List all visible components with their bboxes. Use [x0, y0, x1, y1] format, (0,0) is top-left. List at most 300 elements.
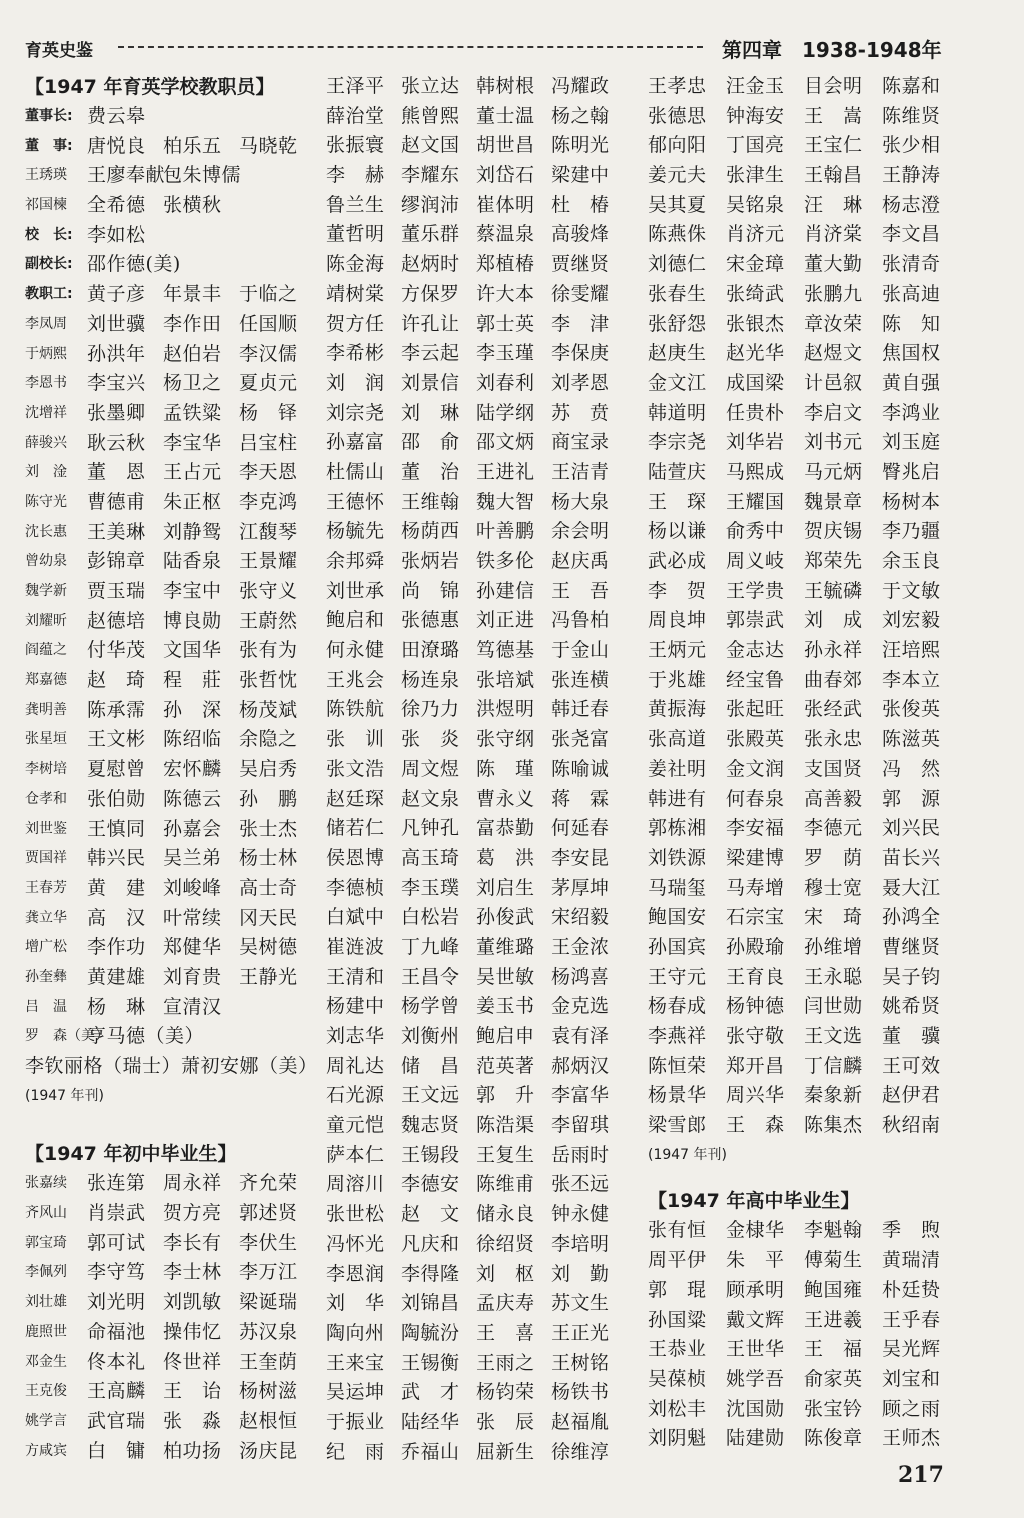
list-row [326, 547, 626, 577]
name-cell: 陈铁航 [326, 698, 385, 721]
name-cell: 李富华 [551, 1084, 610, 1107]
name-cell: 陈俊章 [804, 1427, 863, 1450]
name-cell: 金文江 [648, 371, 707, 394]
junior-list [25, 1169, 315, 1466]
name-cell: 张俊英 [882, 698, 941, 721]
name-cell: 佟世祥 [163, 1350, 222, 1373]
name-cell: 苏汉泉 [239, 1320, 298, 1343]
name-cell: 张绮武 [726, 282, 785, 305]
name-cell: 刘宗尧 [326, 401, 385, 424]
name-cell: 吴启秀 [239, 758, 298, 781]
list-row [648, 1276, 998, 1306]
name-cell: 孙国粱 [648, 1308, 707, 1331]
name-cell: 肖崇武 [87, 1202, 146, 1225]
name-cell: 罗 荫 [804, 846, 863, 869]
name-cell: 侯恩博 [326, 846, 385, 869]
list-row [25, 725, 315, 755]
name-cell: 高 汉 [87, 906, 146, 929]
name-cell: 王恭业 [648, 1338, 707, 1361]
name-cell: 王锡段 [401, 1143, 460, 1166]
name-cell: 高骏烽 [551, 223, 610, 246]
name-cell: 臀兆启 [882, 460, 941, 483]
name-cell: 铁多伦 [476, 550, 535, 572]
name-cell: 王春芳 [25, 879, 67, 896]
name-cell: 董 治 [401, 460, 460, 483]
name-cell: 柏功扬 [163, 1439, 222, 1462]
name-cell: 冯耀政 [551, 75, 610, 97]
list-row [648, 874, 998, 904]
column-right [648, 72, 998, 1454]
name-cell: 宋金璋 [726, 253, 785, 276]
name-cell: 马晓乾 [239, 134, 298, 157]
list-row [648, 1111, 998, 1141]
name-cell: 金文润 [726, 757, 785, 780]
name-cell: 邓金生 [25, 1353, 67, 1370]
name-cell: 孙俊武 [476, 906, 535, 929]
name-cell: 周义岐 [726, 550, 785, 572]
name-cell: 孟庆寿 [476, 1292, 535, 1315]
name-cell: 董士温 [476, 104, 535, 127]
name-cell: 孙国宾 [648, 935, 707, 958]
name-cell: 王金浓 [551, 935, 610, 958]
list-row [25, 1318, 315, 1348]
name-cell: 李守笃 [87, 1261, 146, 1284]
name-cell: 王进礼 [476, 460, 535, 483]
list-row [25, 221, 315, 251]
list-row [648, 280, 998, 310]
name-cell: 凡庆和 [401, 1232, 460, 1255]
list-row [648, 131, 998, 161]
name-cell: 秋绍南 [882, 1114, 941, 1137]
name-cell: 郝炳汉 [551, 1054, 610, 1077]
name-cell: 李鸿业 [882, 401, 941, 424]
name-cell: 曹永义 [476, 787, 535, 810]
name-cell: 白松岩 [401, 906, 460, 929]
name-cell: 唐悦良 [87, 134, 146, 157]
name-cell: 吴葆桢 [648, 1367, 707, 1390]
name-cell: 陈承霈 [87, 698, 146, 721]
name-cell: 刘宏毅 [882, 609, 941, 632]
name-cell: 孙鸿全 [882, 906, 941, 929]
name-cell: 刘春利 [476, 371, 535, 394]
name-cell: 章汝荣 [804, 312, 863, 335]
list-row [25, 161, 315, 191]
name-cell: 萨本仁 [326, 1143, 385, 1166]
name-cell: 岳雨时 [551, 1143, 610, 1166]
name-cell: 副校长: [25, 256, 73, 273]
name-cell: 张丕远 [551, 1173, 610, 1196]
list-row [326, 310, 626, 340]
name-cell: 余会明 [551, 520, 610, 543]
name-cell: 李玉瑾 [476, 342, 535, 365]
name-cell: 杨春成 [648, 995, 707, 1018]
name-cell: 孙嘉富 [326, 431, 385, 454]
name-cell: 刘壮雄 [25, 1294, 67, 1311]
name-cell: 王占元 [163, 461, 222, 484]
name-cell: 李乃疆 [882, 520, 941, 543]
name-cell: 刘耀昕 [25, 612, 67, 629]
name-cell: 仓孝和 [25, 790, 67, 807]
list-row [326, 1319, 626, 1349]
name-cell: 肖济元 [726, 223, 785, 246]
name-cell: 教职工: [25, 286, 73, 303]
name-cell: 王永聪 [804, 965, 863, 988]
name-cell: 吴树德 [239, 936, 298, 959]
name-cell: 张培斌 [476, 668, 535, 691]
list-row [326, 1081, 626, 1111]
name-cell: 李魁翰 [804, 1219, 863, 1242]
name-cell: 支国贤 [804, 757, 863, 780]
list-row [326, 1408, 626, 1438]
name-cell: 李宝中 [163, 580, 222, 602]
name-cell: 杨连泉 [401, 668, 460, 691]
name-cell: 周永祥 [163, 1172, 222, 1195]
name-cell: 武官瑞 [87, 1409, 146, 1432]
name-cell: 王雨之 [476, 1351, 535, 1374]
senior-title: 【1947 年高中毕业生】 [648, 1190, 860, 1213]
list-row [326, 220, 626, 250]
list-row [25, 874, 315, 904]
name-cell: 于临之 [239, 283, 298, 306]
name-cell: 郭崇武 [726, 609, 785, 632]
name-cell: 高玉琦 [401, 846, 460, 869]
name-cell: 李万江 [239, 1261, 298, 1284]
running-header-right: 第四章 1938-1948年 [722, 38, 942, 62]
name-cell: 郭士英 [476, 312, 535, 335]
name-cell: 杨士林 [239, 847, 298, 870]
name-cell: 王文远 [401, 1084, 460, 1107]
name-cell: 李汉儒 [239, 342, 298, 365]
name-cell: 韩道明 [648, 401, 707, 424]
list-row [25, 429, 315, 459]
name-cell: 刘启生 [476, 876, 535, 899]
name-cell: 梁建中 [551, 164, 610, 187]
name-cell: 储 昌 [401, 1054, 460, 1077]
name-cell: 董大勤 [804, 253, 863, 276]
name-cell: 赵伯岩 [163, 342, 222, 365]
name-cell: 鲍国安 [648, 906, 707, 929]
name-cell: 曲春郊 [804, 668, 863, 691]
name-cell: 贾玉瑞 [87, 580, 146, 602]
name-cell: 李 津 [551, 312, 610, 335]
list-row [326, 161, 626, 191]
list-row [648, 517, 998, 547]
name-cell: 增广松 [25, 939, 67, 956]
list-row [326, 1200, 626, 1230]
name-cell: 于文敏 [882, 579, 941, 602]
list-row [648, 577, 998, 607]
running-header-left: 育英史鉴 [25, 41, 93, 61]
name-cell: 李德元 [804, 817, 863, 840]
name-cell: 董维璐 [476, 935, 535, 958]
name-cell: 夏贞元 [239, 372, 298, 395]
name-cell: 张德惠 [401, 609, 460, 632]
name-cell: 徐维淳 [551, 1440, 610, 1463]
list-row [326, 1230, 626, 1260]
name-cell: 徐雯耀 [551, 282, 610, 305]
name-cell: 王静涛 [882, 164, 941, 187]
name-cell: 柏乐五 [163, 134, 222, 157]
name-cell: 李钦丽格（瑞士）萧初安娜（美） [25, 1055, 318, 1077]
list-row [326, 814, 626, 844]
name-cell: 王清和 [326, 965, 385, 988]
name-cell: 杨钟德 [726, 995, 785, 1018]
list-row [326, 785, 626, 815]
name-cell: 赵 文 [401, 1203, 460, 1226]
name-cell: 刘光明 [87, 1291, 146, 1314]
name-cell: 罗 森（美） [25, 1028, 109, 1045]
name-cell: 付华茂 [87, 639, 146, 662]
name-cell: 许孔让 [401, 312, 460, 335]
name-cell: 陈守光 [25, 493, 67, 510]
name-cell: 李如松 [87, 223, 146, 246]
name-cell: 靖树棠 [326, 282, 385, 305]
name-cell: 张经武 [804, 698, 863, 721]
list-row [326, 369, 626, 399]
list-row [648, 992, 998, 1022]
name-cell: 王琇瑛 [25, 167, 67, 184]
name-cell: 刘松丰 [648, 1397, 707, 1420]
name-cell: 李德桢 [326, 876, 385, 899]
name-cell: 储若仁 [326, 817, 385, 840]
middle-list [326, 72, 626, 1467]
name-cell: 吕宝柱 [239, 431, 298, 454]
name-cell: 何春泉 [726, 787, 785, 810]
list-row [648, 72, 998, 102]
name-cell: 魏志贤 [401, 1114, 460, 1137]
name-cell: 王 诒 [163, 1380, 222, 1403]
name-cell: 文国华 [163, 639, 222, 662]
name-cell: 屈新生 [476, 1440, 535, 1463]
list-row [25, 280, 315, 310]
name-cell: 李安福 [726, 817, 785, 840]
name-cell: 张银杰 [726, 312, 785, 335]
list-row [326, 131, 626, 161]
name-cell: 姜元夫 [648, 164, 707, 187]
list-row [326, 1438, 626, 1468]
name-cell: 沈国勋 [726, 1397, 785, 1420]
list-row [648, 695, 998, 725]
list-row [648, 220, 998, 250]
list-row [25, 369, 315, 399]
name-cell: 刘铁源 [648, 846, 707, 869]
name-cell: 邵 俞 [401, 431, 460, 454]
name-cell: 张起旺 [726, 698, 785, 721]
name-cell: 陈维贤 [882, 104, 941, 127]
name-cell: 贺庆锡 [804, 520, 863, 543]
name-cell: 刘 勤 [551, 1262, 610, 1285]
name-cell: 李希彬 [326, 342, 385, 365]
name-cell: 于兆雄 [648, 668, 707, 691]
name-cell: 笃德基 [476, 639, 535, 662]
list-row [25, 132, 315, 162]
list-row [648, 161, 998, 191]
name-cell: 王高麟 [87, 1380, 146, 1403]
list-row [25, 993, 315, 1023]
name-cell: 乔福山 [401, 1440, 460, 1463]
name-cell: 齐风山 [25, 1205, 67, 1222]
name-cell: 李本立 [882, 668, 941, 691]
name-cell: 陆经华 [401, 1410, 460, 1433]
name-cell: 赵煜文 [804, 342, 863, 365]
name-cell: 邵文炳 [476, 431, 535, 454]
list-row [25, 755, 315, 785]
name-cell: 郑健华 [163, 936, 222, 959]
name-cell: 陈恒荣 [648, 1054, 707, 1077]
name-cell: 赵德培 [87, 609, 146, 632]
list-row [648, 1424, 998, 1454]
name-cell: 陈德云 [163, 787, 222, 810]
name-cell: 陆建勋 [726, 1427, 785, 1450]
list-row [25, 1052, 318, 1082]
name-cell: 郭 升 [476, 1084, 535, 1107]
name-cell: 王景耀 [239, 550, 298, 573]
name-cell: 刘玉庭 [882, 431, 941, 454]
name-cell: 李作功 [87, 936, 146, 959]
name-cell: 博良勋 [163, 609, 222, 632]
name-cell: 赵庚生 [648, 342, 707, 365]
name-cell: 王毓磷 [804, 579, 863, 602]
name-cell: 肖济棠 [804, 223, 863, 246]
list-row [25, 399, 315, 429]
list-row [648, 606, 998, 636]
list-row [25, 785, 315, 815]
name-cell: 马瑞玺 [648, 876, 707, 899]
list-row [648, 814, 998, 844]
name-cell: 王 吾 [551, 579, 610, 602]
name-cell: 张清奇 [882, 253, 941, 276]
name-cell: 姚学吾 [726, 1367, 785, 1390]
name-cell: 张有恒 [648, 1219, 707, 1242]
list-row [648, 933, 998, 963]
name-cell: 韩树根 [476, 75, 535, 97]
list-row [648, 1306, 998, 1336]
name-cell: 钟永健 [551, 1203, 610, 1226]
list-row [326, 636, 626, 666]
name-cell: 杨 铎 [239, 401, 298, 424]
name-cell: 龚明善 [25, 701, 67, 718]
name-cell: 江馥琴 [239, 520, 298, 543]
name-cell: 孟铁粱 [163, 401, 222, 424]
list-row [25, 1199, 315, 1229]
name-cell: 杨毓先 [326, 520, 385, 543]
name-cell: 王 嵩 [804, 104, 863, 127]
name-cell: 王静光 [239, 965, 298, 988]
name-cell: 赵廷琛 [326, 787, 385, 810]
name-cell: 王学贵 [726, 579, 785, 602]
name-cell: 魏大智 [476, 490, 535, 513]
name-cell: 茅厚坤 [551, 876, 610, 899]
name-cell: 何永健 [326, 639, 385, 662]
name-cell: 张世松 [326, 1203, 385, 1226]
name-cell: 黄自强 [882, 371, 941, 394]
name-cell: 张星垣 [25, 731, 67, 748]
name-cell: 葛 洪 [476, 846, 535, 869]
name-cell: 董乐群 [401, 223, 460, 246]
list-row [326, 1289, 626, 1319]
name-cell: 余玉良 [882, 550, 941, 572]
list-row [326, 695, 626, 725]
list-row [326, 725, 626, 755]
list-row [326, 488, 626, 518]
name-cell: 佟本礼 [87, 1350, 146, 1373]
list-row [25, 1229, 315, 1259]
name-cell: 汤庆昆 [239, 1439, 298, 1462]
name-cell: 杨钧荣 [476, 1381, 535, 1404]
list-row [326, 428, 626, 458]
name-cell: 蒋 霖 [551, 787, 610, 810]
name-cell: 丁国亮 [726, 134, 785, 157]
name-cell: 杨景华 [648, 1084, 707, 1107]
name-cell: 金棣华 [726, 1219, 785, 1242]
name-cell: 命福池 [87, 1320, 146, 1343]
list-row [25, 844, 315, 874]
name-cell: 李留琪 [551, 1114, 610, 1137]
name-cell: 周兴华 [726, 1084, 785, 1107]
name-cell: 周文煜 [401, 757, 460, 780]
name-cell: 董事长: [25, 108, 73, 124]
name-cell: 吴铭泉 [726, 193, 785, 216]
list-row [648, 191, 998, 221]
list-row [326, 1052, 626, 1082]
list-row [648, 1365, 998, 1395]
name-cell: 李燕祥 [648, 1025, 707, 1047]
name-cell: 高士奇 [239, 876, 298, 899]
name-cell: 李恩书 [25, 375, 67, 392]
list-row [326, 1111, 626, 1141]
name-cell: 王慎同 [87, 817, 146, 840]
name-cell: 李耀东 [401, 164, 460, 187]
list-row [25, 607, 315, 637]
name-cell: 黄瑞清 [882, 1249, 941, 1272]
name-cell: 金克选 [551, 995, 610, 1018]
name-cell: 缪润沛 [401, 193, 460, 216]
name-cell: 陈喻诚 [551, 757, 610, 780]
name-cell: 王树铭 [551, 1351, 610, 1374]
name-cell: 王 喜 [476, 1321, 535, 1344]
list-row [25, 577, 315, 607]
name-cell: 张有为 [239, 639, 298, 662]
name-cell: 袁有泽 [551, 1025, 610, 1047]
name-cell: 王进羲 [804, 1308, 863, 1331]
name-cell: 张伯勋 [87, 787, 146, 810]
name-cell: 吴其夏 [648, 193, 707, 216]
name-cell: 王廖奉献 [87, 164, 166, 187]
list-row [25, 1022, 315, 1052]
list-row [326, 992, 626, 1022]
name-cell: 焦国权 [882, 342, 941, 365]
list-row [25, 1407, 315, 1437]
name-cell: 王维翰 [401, 490, 460, 513]
name-cell: 陶毓汾 [401, 1321, 460, 1344]
name-cell: 纪 雨 [326, 1440, 385, 1463]
name-cell: 汪培熙 [882, 639, 941, 662]
name-cell: 杨铁书 [551, 1381, 610, 1404]
list-row [25, 488, 315, 518]
name-cell: 杨卫之 [163, 372, 222, 395]
name-cell: 张少相 [882, 134, 941, 157]
name-cell: 贺方任 [326, 312, 385, 335]
name-cell: 李克鸿 [239, 490, 298, 513]
name-cell: 李保庚 [551, 342, 610, 365]
name-cell: 陈维甫 [476, 1173, 535, 1196]
staff-note: (1947 年刊) [25, 1087, 105, 1104]
name-cell: 王复生 [476, 1143, 535, 1166]
name-cell: 白斌中 [326, 906, 385, 929]
list-row [25, 636, 315, 666]
name-cell: 刘德仁 [648, 253, 707, 276]
list-row [648, 1216, 998, 1246]
